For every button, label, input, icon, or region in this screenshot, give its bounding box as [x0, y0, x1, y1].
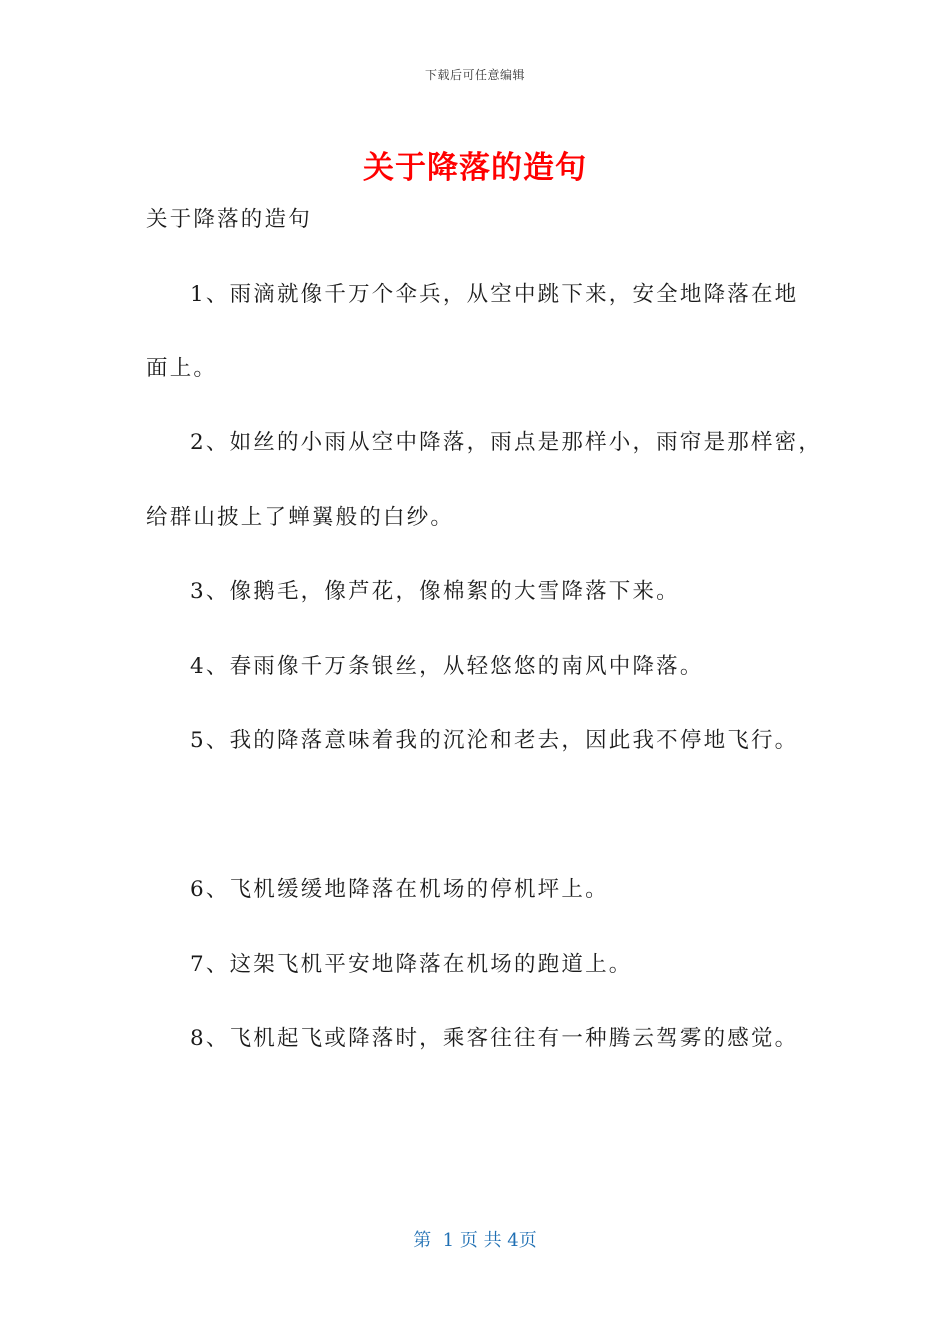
- sentence-2-line-1: 2、如丝的小雨从空中降落，雨点是那样小，雨帘是那样密，: [190, 430, 823, 455]
- sentence-5: 5、我的降落意味着我的沉沦和老去，因此我不停地飞行。: [190, 728, 799, 753]
- sentence-4: 4、春雨像千万条银丝，从轻悠悠的南风中降落。: [190, 654, 704, 679]
- document-subtitle: 关于降落的造句: [146, 207, 312, 232]
- page-header-note: 下载后可任意编辑: [424, 68, 525, 82]
- sentence-2-line-2: 给群山披上了蝉翼般的白纱。: [146, 505, 455, 530]
- sentence-6: 6、飞机缓缓地降落在机场的停机坪上。: [190, 877, 609, 902]
- document-title: 关于降落的造句: [363, 150, 587, 186]
- sentence-1-line-1: 1、雨滴就像千万个伞兵，从空中跳下来，安全地降落在地: [190, 282, 799, 307]
- page-footer-page-number: 第 1 页 共 4页: [413, 1230, 537, 1251]
- sentence-3: 3、像鹅毛，像芦花，像棉絮的大雪降落下来。: [190, 579, 680, 604]
- sentence-1-line-2: 面上。: [146, 356, 218, 381]
- sentence-8: 8、飞机起飞或降落时，乘客往往有一种腾云驾雾的感觉。: [190, 1026, 799, 1051]
- sentence-7: 7、这架飞机平安地降落在机场的跑道上。: [190, 952, 633, 977]
